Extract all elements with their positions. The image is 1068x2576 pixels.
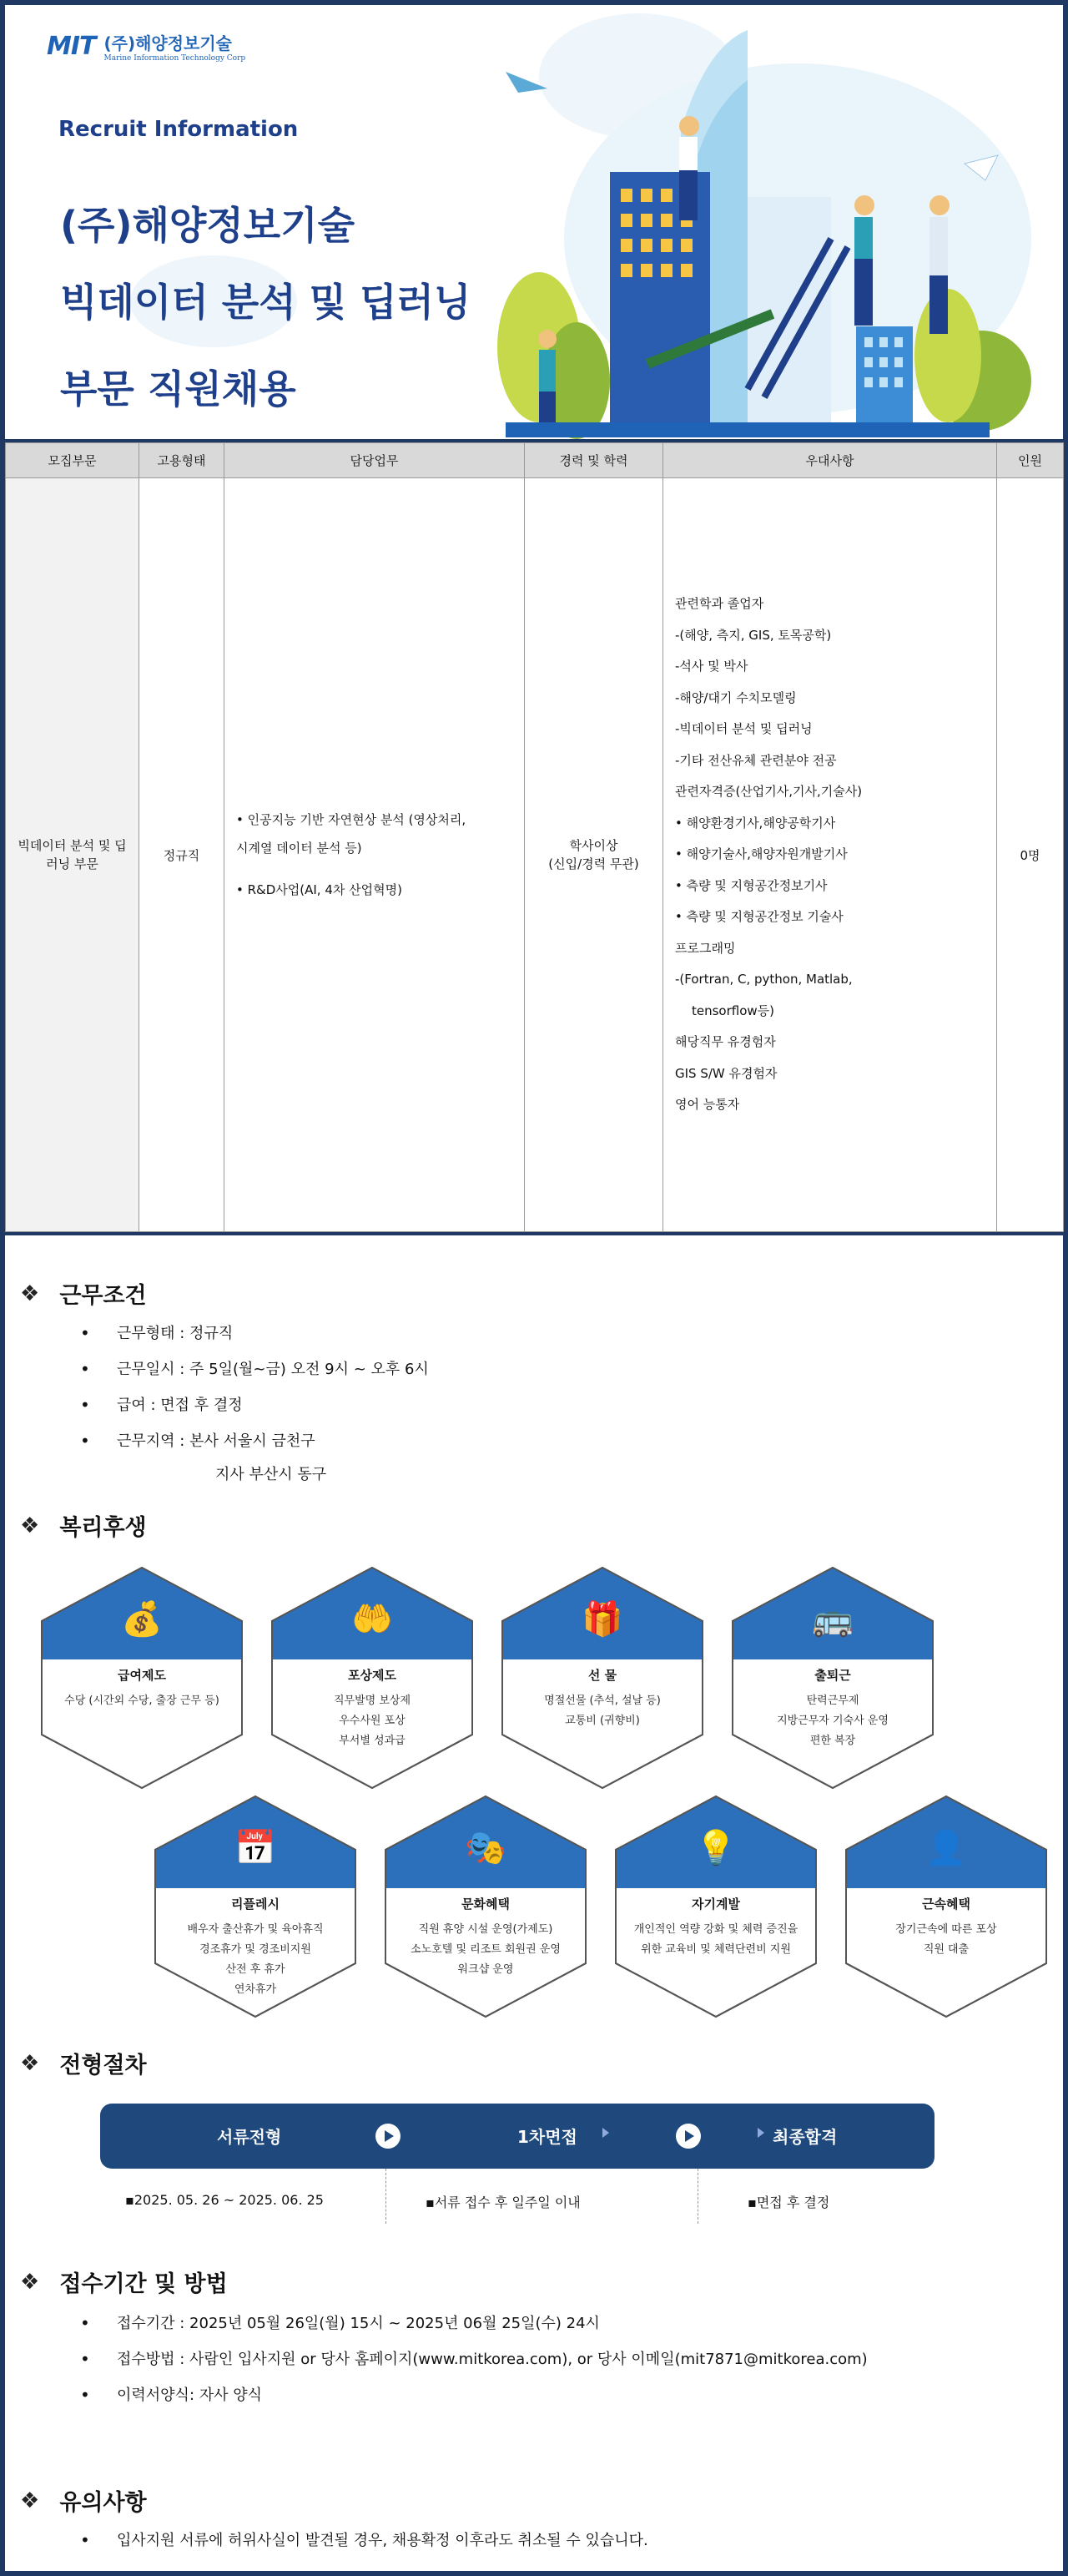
- play-arrow-icon: [375, 2124, 400, 2149]
- logo-mark: MIT: [47, 32, 96, 61]
- benefit-card: [264, 1561, 481, 1795]
- benefit-desc-line: 직원 대출: [923, 1943, 970, 1956]
- notice-list: [80, 2523, 648, 2558]
- benefit-title: 급여제도: [118, 1668, 166, 1683]
- diamond-bullet-icon: ❖: [20, 1280, 40, 1306]
- pref-line: 관련학과 졸업자: [675, 596, 764, 612]
- benefit-desc-line: 소노호텔 및 리조트 회원권 운영: [411, 1943, 561, 1956]
- duty-line: • R&D사업(AI, 4차 산업혁명): [236, 882, 402, 897]
- benefit-desc-line: 지방근무자 기숙사 운영: [777, 1715, 889, 1727]
- list-item: • 접수기간 : 2025년 05월 26일(월) 15시 ~ 2025년 06월 25일(수) 24시: [80, 2306, 868, 2341]
- benefit-title: 선 물: [587, 1668, 617, 1683]
- pref-line: -해양/대기 수치모델링: [675, 689, 797, 705]
- career-line-2: (신입/경력 무관): [548, 856, 639, 871]
- duties-cell: [224, 478, 525, 1232]
- benefit-title: 근속혜택: [922, 1897, 970, 1912]
- benefit-desc-line: 경조휴가 및 경조비지원: [199, 1943, 311, 1956]
- pref-line: 프로그래밍: [675, 940, 736, 956]
- benefit-title: 문화혜택: [461, 1897, 510, 1912]
- work-branch: 지사 부산시 동구: [215, 1466, 327, 1483]
- pref-line: • 해양기술사,해양자원개발기사: [675, 846, 848, 862]
- duty-line: • 인공지능 기반 자연현상 분석 (영상처리,: [236, 812, 466, 827]
- pref-line: • 해양환경기사,해양공학기사: [675, 815, 836, 831]
- benefit-desc-line: 개인적인 역량 강화 및 체력 증진을: [633, 1923, 798, 1936]
- employment-cell: 정규직: [139, 478, 224, 1232]
- recruit-label: Recruit Information: [58, 117, 299, 142]
- company-name-ko: (주)해양정보기술: [103, 33, 233, 53]
- section-notice-title: ❖ 유의사항: [20, 2488, 147, 2516]
- division-cell: 빅데이터 분석 및 딥러닝 부문: [6, 478, 139, 1232]
- pref-line: • 측량 및 지형공간정보기사: [675, 877, 828, 893]
- city-team-illustration: [497, 30, 1048, 439]
- company-name-en: Marine Information Technology Corp: [103, 54, 246, 63]
- benefit-desc-line: 직무발명 보상제: [333, 1695, 411, 1707]
- list-item: • 근무형태 : 정규직: [80, 1316, 429, 1351]
- career-line-1: 학사이상: [569, 838, 618, 853]
- benefit-desc-line: 우수사원 포상: [339, 1715, 406, 1727]
- benefit-desc: [394, 1920, 577, 1980]
- benefit-desc-line: 장기근속에 따른 포상: [895, 1923, 997, 1936]
- benefit-title: 포상제도: [348, 1668, 396, 1683]
- recruit-table: [5, 439, 1063, 1235]
- pref-line: -기타 전산유체 관련분야 전공: [675, 752, 837, 768]
- title-line-3: 부문 직원채용: [60, 366, 296, 412]
- benefit-desc: [741, 1691, 924, 1751]
- header-banner: [5, 5, 1063, 439]
- small-arrow-icon: [758, 2128, 764, 2138]
- diamond-bullet-icon: ❖: [20, 2488, 40, 2513]
- table-row: [6, 478, 1064, 1232]
- process-step-final: 최종합격: [773, 2127, 838, 2147]
- career-cell: [525, 478, 663, 1232]
- small-arrow-icon: [602, 2128, 609, 2138]
- preferences-cell: [663, 478, 997, 1232]
- section-process-title: ❖ 전형절차: [20, 2050, 147, 2078]
- benefit-desc: [164, 1920, 347, 2000]
- diamond-bullet-icon: ❖: [20, 2269, 40, 2295]
- benefit-title: 자기계발: [692, 1897, 740, 1912]
- benefit-card: [377, 1790, 594, 2023]
- pref-line: -빅데이터 분석 및 딥러닝: [675, 721, 813, 737]
- money-coins-icon: 💰: [121, 1600, 163, 1639]
- process-step-document: 서류전형: [217, 2127, 282, 2147]
- benefit-desc-line: 탄력근무제: [806, 1695, 859, 1707]
- person-stars-icon: 👤: [925, 1829, 967, 1867]
- diamond-bullet-icon: ❖: [20, 2050, 40, 2076]
- pref-line: 관련자격증(산업기사,기사,기술사): [675, 784, 863, 800]
- benefit-desc: [624, 1920, 808, 1960]
- benefit-desc-line: 편한 복장: [809, 1735, 856, 1747]
- pref-line: 영어 능통자: [675, 1097, 740, 1113]
- benefit-desc-line: 연차휴가: [234, 1983, 277, 1996]
- bus-icon: 🚌: [812, 1600, 854, 1639]
- duty-line: 시계열 데이터 분석 등): [236, 841, 362, 856]
- process-note-interview: ▪서류 접수 후 일주일 이내: [426, 2195, 581, 2210]
- section-work-title: ❖ 근무조건: [20, 1280, 147, 1309]
- header-division: 모집부문: [6, 443, 139, 478]
- pref-line: -(Fortran, C, python, Matlab,: [675, 972, 853, 987]
- process-step-interview: 1차면접: [517, 2127, 577, 2147]
- company-logo: [47, 30, 245, 63]
- benefit-desc-line: 배우자 출산휴가 및 육아휴직: [187, 1923, 324, 1936]
- process-divider: [385, 2169, 386, 2224]
- pref-line: 해당직무 유경험자: [675, 1034, 776, 1050]
- play-arrow-icon: [676, 2124, 701, 2149]
- process-note-document: ▪2025. 05. 26 ~ 2025. 06. 25: [125, 2192, 324, 2208]
- benefit-card: [838, 1790, 1055, 2023]
- header-duties: 담당업무: [224, 443, 525, 478]
- benefit-desc-line: 수당 (시간외 수당, 출장 근무 등): [64, 1695, 219, 1707]
- benefit-desc-line: 산전 후 휴가: [225, 1963, 285, 1976]
- header-employment: 고용형태: [139, 443, 224, 478]
- process-bar: [100, 2104, 934, 2169]
- benefit-desc-line: 직원 휴양 시설 운영(가제도): [418, 1923, 553, 1936]
- benefit-desc: [511, 1691, 694, 1731]
- title-line-1: (주)해양정보기술: [60, 203, 355, 248]
- benefit-desc-line: 워크샵 운영: [457, 1963, 514, 1976]
- benefit-card: [724, 1561, 941, 1795]
- pref-line: tensorflow등): [692, 1003, 775, 1018]
- gift-icon: 🎁: [582, 1600, 623, 1639]
- header-headcount: 인원: [997, 443, 1064, 478]
- benefit-card: [494, 1561, 711, 1795]
- benefit-desc-line: 교통비 (귀향비): [565, 1715, 640, 1727]
- pref-line: GIS S/W 유경험자: [675, 1065, 778, 1081]
- headcount-cell: 0명: [997, 478, 1064, 1232]
- benefit-title: 출퇴근: [814, 1668, 851, 1683]
- list-item: • 입사지원 서류에 허위사실이 발견될 경우, 채용확정 이후라도 취소될 수 있습니다.: [80, 2523, 648, 2558]
- pref-line: -석사 및 박사: [675, 659, 748, 674]
- benefit-desc: [854, 1920, 1038, 1960]
- list-item: • 접수방법 : 사람인 입사지원 or 당사 홈페이지(www.mitkorea.com), or 당사 이메일(mit7871@mitkorea.com): [80, 2341, 868, 2377]
- benefit-desc: [50, 1691, 234, 1711]
- section-benefits-title: ❖ 복리후생: [20, 1513, 147, 1541]
- list-item: • 근무지역 : 본사 서울시 금천구: [80, 1423, 429, 1459]
- benefit-card: [33, 1561, 250, 1795]
- benefit-desc: [280, 1691, 464, 1751]
- title-line-2: 빅데이터 분석 및 딥러닝: [60, 280, 471, 325]
- reward-hands-icon: 🤲: [351, 1600, 393, 1639]
- calendar-icon: 📅: [234, 1829, 276, 1867]
- pref-line: -(해양, 측지, GIS, 토목공학): [675, 627, 832, 643]
- benefit-desc-line: 명절선물 (추석, 설날 등): [544, 1695, 661, 1707]
- culture-icon: 🎭: [465, 1829, 506, 1867]
- benefit-card: [147, 1790, 364, 2023]
- list-item: • 급여 : 면접 후 결정: [80, 1387, 429, 1423]
- section-apply-title: ❖ 접수기간 및 방법: [20, 2269, 228, 2297]
- benefit-card: [607, 1790, 824, 2023]
- pref-line: • 측량 및 지형공간정보 기술사: [675, 909, 844, 925]
- lightbulb-head-icon: 💡: [695, 1829, 737, 1867]
- benefit-desc-line: 부서별 성과급: [339, 1735, 406, 1747]
- benefit-desc-line: 위한 교육비 및 체력단련비 지원: [641, 1943, 791, 1956]
- diamond-bullet-icon: ❖: [20, 1513, 40, 1538]
- header-career: 경력 및 학력: [525, 443, 663, 478]
- list-item: • 근무일시 : 주 5일(월~금) 오전 9시 ~ 오후 6시: [80, 1351, 429, 1387]
- header-preferences: 우대사항: [663, 443, 997, 478]
- process-note-final: ▪면접 후 결정: [748, 2195, 830, 2210]
- list-item: • 이력서양식: 자사 양식: [80, 2377, 868, 2413]
- work-conditions-list: [80, 1316, 429, 1459]
- apply-list: [80, 2306, 868, 2413]
- benefit-title: 리플레시: [231, 1897, 280, 1912]
